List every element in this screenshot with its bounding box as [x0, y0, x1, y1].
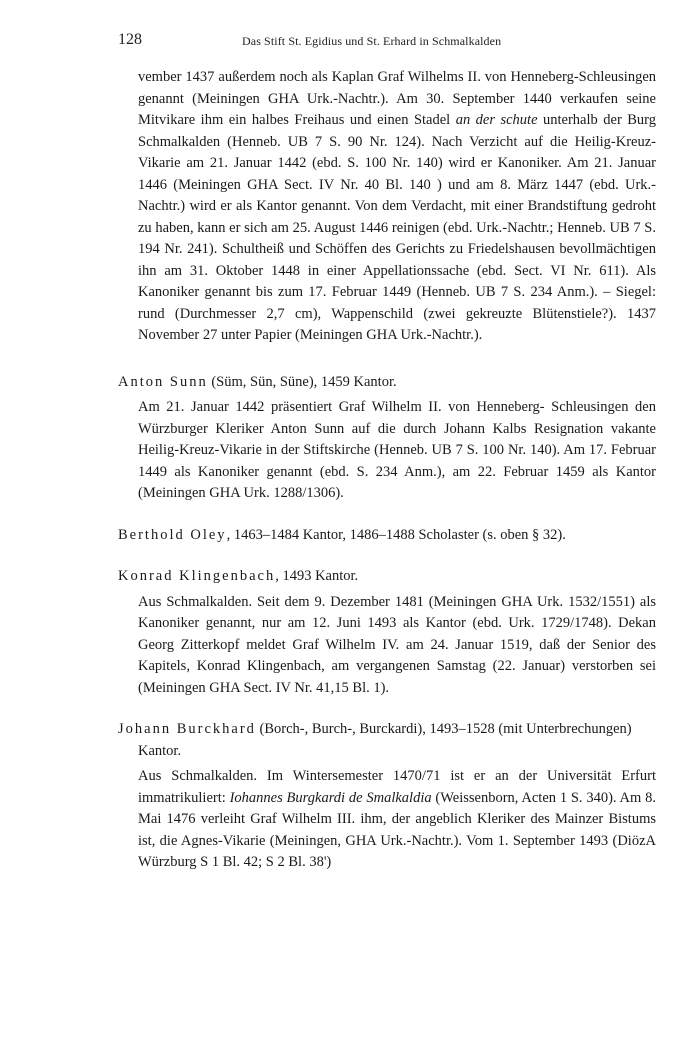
entry-anton-sunn — [118, 372, 656, 505]
continuation-text: vember 1437 außerdem noch als Kaplan Graf Wilhelms II. von Henneberg-Schleusingen genannt (Meiningen GHA Urk.-Nachtr.). Am 30. September 1440 verkaufen seine Mitvikare ihm ein halbes Freihaus und einen Stadel — [138, 69, 656, 128]
entry-heading — [118, 525, 656, 547]
person-name: Johann Burckhard — [118, 721, 256, 737]
entry-berthold-oley — [118, 525, 656, 547]
continuation-paragraph — [118, 67, 656, 347]
entry-heading-rest: (Borch-, Burch-, Burckardi), 1493–1528 (mit Unterbrechungen) Kantor. — [138, 721, 632, 759]
page-body — [118, 67, 656, 874]
entry-body — [118, 766, 656, 874]
entry-heading-rest: , 1463–1484 Kantor, 1486–1488 Scholaster (s. oben § 32). — [226, 526, 566, 543]
entry-heading-rest: , 1493 Kantor. — [275, 568, 359, 584]
entry-konrad-klingenbach — [118, 566, 656, 699]
entry-body: Am 21. Januar 1442 präsentiert Graf Wilhelm II. von Henneberg- Schleusingen den Würzburger Kleriker Anton Sunn auf die durch Johann Kalbs Resignation vakante Heilig-Kreuz-Vikarie in der Stiftskirche (Henneb. UB 7 S. 100 Nr. 140). Am 17. Februar 1449 als Kanoniker genannt (ebd. S. 234 Anm.), am 22. Februar 1459 als Kantor (Meiningen GHA Urk. 1288/1306). — [138, 399, 656, 501]
entry-body-text: (Weissenborn, Acten 1 S. 340). Am 8. Mai 1476 verleiht Graf Wilhelm III. ihm, der angeblich Kleriker des Mainzer Bistums ist, die Agnes-Vikarie (Meiningen, GHA Urk.-Nachtr.). Vom 1. September 1493 (DiözA Würzburg S 1 Bl. 42; S 2 Bl. 38') — [138, 789, 656, 870]
running-title: Das Stift St. Egidius und St. Erhard in Schmalkalden — [242, 34, 502, 48]
person-name: Konrad Klingenbach — [118, 568, 276, 584]
page-number: 128 — [118, 31, 142, 48]
continuation-text: unterhalb der Burg Schmalkalden (Henneb. UB 7 S. 90 Nr. 124). Nach Verzicht auf die Heilig-Kreuz-Vikarie am 21. Januar 1442 (ebd. S. 100 Nr. 140) wird er Kanoniker. Am 21. Januar 1446 (Meiningen GHA Sect. IV Nr. 40 Bl. 140 ) und am 8. März 1447 (ebd. Urk.-Nachtr.) wird er als Kantor genannt. Von dem Verdacht, mit einer Brandstiftung gedroht zu haben, kann er sich am 25. August 1446 reinigen (ebd. Urk.-Nachtr.; Henneb. UB 7 S. 194 Nr. 241). Schultheiß und Schöffen des Gerichts zu Friedelshausen bevollmächtigen ihn am 31. Oktober 1448 in einer Appellationssache (ebd. Sect. VI Nr. 611). Als Kanoniker genannt bis zum 17. Februar 1449 (Henneb. UB 7 S. 234 Anm.). – Siegel: rund (Durchmesser 2,7 cm), Wappenschild (zwei gekreuzte Blütenstiele?). 1437 November 27 unter Papier (Meiningen GHA Urk.-Nachtr.). — [138, 112, 656, 343]
entry-heading — [118, 372, 656, 394]
entry-body-text: Aus Schmalkalden. Im Wintersemester 1470/71 ist er an der Universität Erfurt immatrikuliert: — [138, 768, 656, 806]
entry-johann-burckhard — [118, 719, 656, 874]
person-name: Berthold Oley — [118, 526, 227, 543]
person-name: Anton Sunn — [118, 373, 208, 390]
entry-heading — [118, 566, 656, 588]
entry-body-italic: Iohannes Burgkardi de Smalkaldia — [229, 789, 432, 806]
entry-heading-rest: (Süm, Sün, Süne), 1459 Kantor. — [207, 373, 397, 390]
entry-heading — [118, 719, 656, 762]
continuation-italic: an der schute — [455, 112, 538, 128]
entry-body: Aus Schmalkalden. Seit dem 9. Dezember 1481 (Meiningen GHA Urk. 1532/1551) als Kanoniker genannt, nur am 12. Juni 1493 als Kantor (ebd. Urk. 1729/1748). Dekan Georg Zitterkopf meldet Graf Wilhelm IV. am 24. Januar 1519, daß der Senior des Kapitels, Konrad Klingenbach, am vergangenen Samstag (22. Januar) verstorben sei (Meiningen GHA Sect. IV Nr. 41,15 Bl. 1). — [138, 593, 656, 696]
